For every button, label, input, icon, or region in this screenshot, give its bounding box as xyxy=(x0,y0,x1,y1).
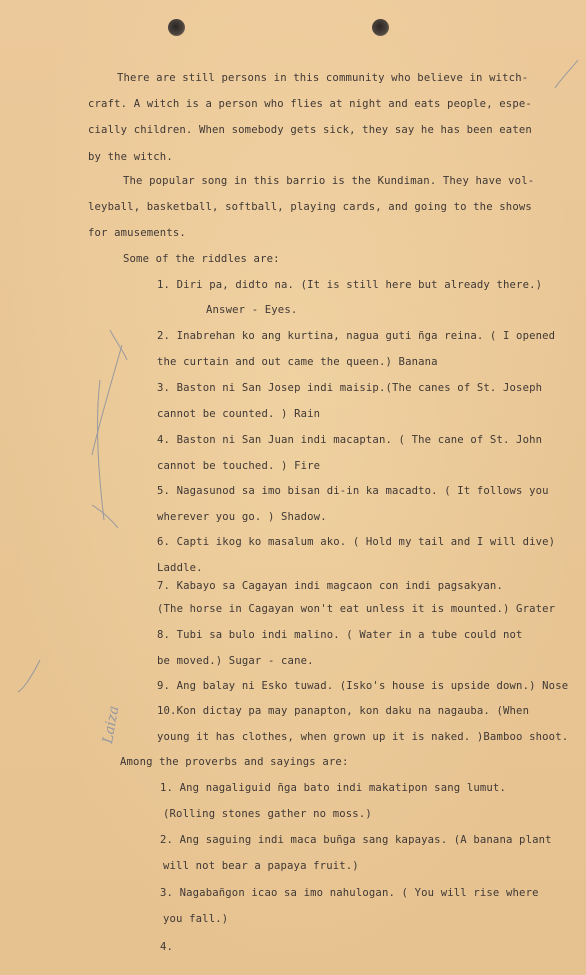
riddle-line: Laddle. xyxy=(157,562,203,574)
text-line: Among the proverbs and sayings are: xyxy=(120,756,349,768)
proverb-line: 2. Ang saguing indi maca buñga sang kapayas. (A banana plant xyxy=(160,834,552,846)
riddle-line: 5. Nagasunod sa imo bisan di-in ka macadto. ( It follows you xyxy=(157,485,549,497)
riddle-line: the curtain and out came the queen.) Banana xyxy=(157,356,438,368)
riddle-line: 2. Inabrehan ko ang kurtina, nagua guti ñga reina. ( I opened xyxy=(157,330,556,342)
riddle-line: 6. Capti ikog ko masalum ako. ( Hold my tail and I will dive) xyxy=(157,536,556,548)
proverb-line: 4. xyxy=(160,941,174,953)
proverb-line: you fall.) xyxy=(163,913,229,925)
proverb-line: will not bear a papaya fruit.) xyxy=(163,860,359,872)
proverb-line: (Rolling stones gather no moss.) xyxy=(163,808,372,820)
riddle-line: cannot be counted. ) Rain xyxy=(157,408,321,420)
riddle-line: 4. Baston ni San Juan indi macaptan. ( The cane of St. John xyxy=(157,434,543,446)
text-line: Some of the riddles are: xyxy=(123,253,280,265)
riddle-line: 7. Kabayo sa Cagayan indi magcaon con indi pagsakyan. xyxy=(157,580,503,592)
text-line: for amusements. xyxy=(88,227,186,239)
riddle-line: young it has clothes, when grown up it is naked. )Bamboo shoot. xyxy=(157,731,569,743)
riddle-line: 8. Tubi sa bulo indi malino. ( Water in a tube could not xyxy=(157,629,523,641)
text-line: leyball, basketball, softball, playing cards, and going to the shows xyxy=(88,201,532,213)
text-line: There are still persons in this community who believe in witch- xyxy=(117,72,529,84)
riddle-line: 10.Kon dictay pa may panapton, kon daku na nagauba. (When xyxy=(157,705,530,717)
riddle-line: cannot be touched. ) Fire xyxy=(157,460,321,472)
proverb-line: 1. Ang nagaliguid ñga bato indi makatipon sang lumut. xyxy=(160,782,506,794)
margin-note: Laiza xyxy=(100,704,123,745)
riddle-line: 9. Ang balay ni Esko tuwad. (Isko's house is upside down.) Nose xyxy=(157,680,569,692)
text-line: cially children. When somebody gets sick, they say he has been eaten xyxy=(88,124,532,136)
riddle-line: wherever you go. ) Shadow. xyxy=(157,511,327,523)
riddle-line: 1. Diri pa, didto na. (It is still here but already there.) xyxy=(157,279,543,291)
proverb-line: 3. Nagabañgon icao sa imo nahulogan. ( You will rise where xyxy=(160,887,539,899)
riddle-line: Answer - Eyes. xyxy=(206,304,298,316)
riddle-line: be moved.) Sugar - cane. xyxy=(157,655,314,667)
riddle-line: (The horse in Cagayan won't eat unless it is mounted.) Grater xyxy=(157,603,556,615)
text-line: The popular song in this barrio is the Kundiman. They have vol- xyxy=(123,175,535,187)
riddle-line: 3. Baston ni San Josep indi maisip.(The canes of St. Joseph xyxy=(157,382,543,394)
text-line: by the witch. xyxy=(88,151,173,163)
text-line: craft. A witch is a person who flies at night and eats people, espe- xyxy=(88,98,532,110)
